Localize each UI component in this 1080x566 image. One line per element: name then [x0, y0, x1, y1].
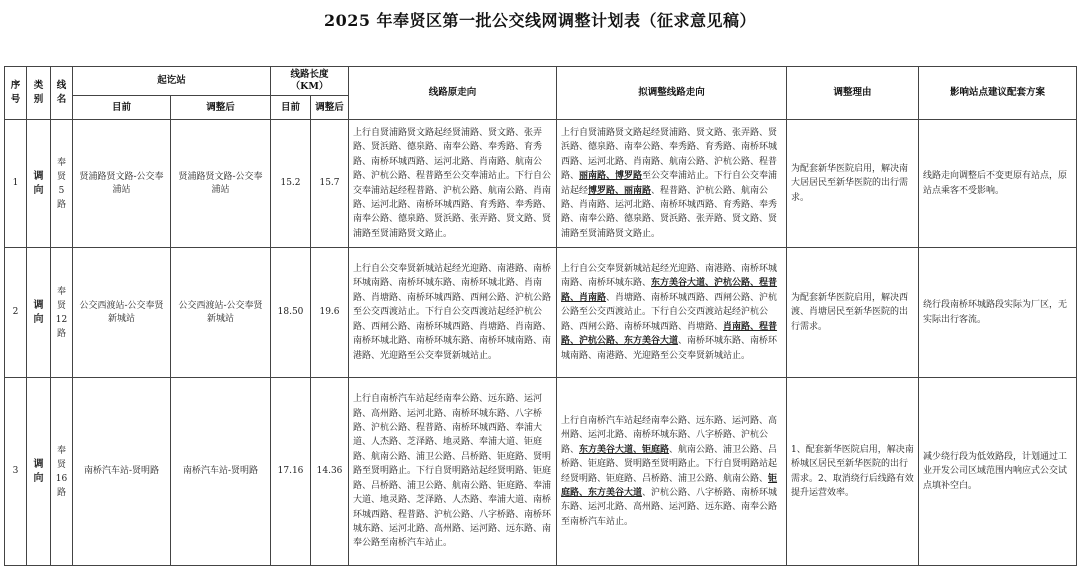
header-type: 类别	[27, 67, 51, 120]
route-text-segment: 至公交奉浦站止。下行自公交奉浦站起经	[561, 171, 778, 196]
header-impact: 影响站点建议配套方案	[919, 67, 1077, 120]
header-station-current: 目前	[73, 96, 171, 120]
row-seq: 2	[5, 248, 27, 378]
row-line: 奉贤16路	[51, 378, 73, 566]
header-length: 线路长度（KM）	[271, 67, 349, 96]
plan-table	[4, 66, 1077, 566]
table-row	[5, 120, 1077, 248]
row-type: 调向	[27, 120, 51, 248]
row-original-route: 上行自南桥汽车站起经南奉公路、远东路、运河路、高州路、运河北路、南桥环城东路、八字桥路、沪杭公路、程普路、南桥环城西路、奉浦大道、人杰路、芝泽路、地灵路、奉浦大道、钜庭路、航南公路、浦卫公路、吕桥路、钜庭路、贤明路至贤明路止。下行自贤明路站起经贤明路、钜庭路、吕桥路、浦卫公路、航南公路、钜庭路、奉浦大道、地灵路、芝泽路、人杰路、奉浦大道、南桥环城西路、程普路、沪杭公路、八字桥路、南桥环城东路、运河北路、高州路、运河路、远东路、南奉公路至南桥汽车站止。	[349, 378, 557, 566]
row-seq: 3	[5, 378, 27, 566]
row-station-adjusted: 南桥汽车站-贤明路	[171, 378, 271, 566]
row-station-current: 贤浦路贤文路-公交奉浦站	[73, 120, 171, 248]
route-text-segment: 、程普路、沪杭公路、航南公路、肖南路、运河北路、南桥环城西路、育秀路、奉秀路、南奉公路、德泉路、贤浜路、张弄路、贤文路、贤浦路至贤浦路贤文路止。	[561, 185, 778, 239]
row-type: 调向	[27, 248, 51, 378]
row-station-adjusted: 公交西渡站-公交奉贤新城站	[171, 248, 271, 378]
page-title: 2025 年奉贤区第一批公交线网调整计划表（征求意见稿）	[323, 11, 757, 30]
changed-road-segment: 博罗路、丽南路	[588, 185, 652, 196]
header-length-current: 目前	[271, 96, 311, 120]
changed-road-segment: 肖南路、程普路、沪杭公路、东方美谷大道	[561, 321, 778, 347]
row-proposed-route	[557, 248, 787, 378]
row-length-adjusted: 19.6	[311, 248, 349, 378]
table-row	[5, 248, 1077, 378]
header-seq: 序号	[5, 67, 27, 120]
route-text-segment: 、沪杭公路、八字桥路、南桥环城东路、运河北路、高州路、运河路、远东路、南奉公路至南桥汽车站止。	[561, 487, 778, 527]
row-station-current: 南桥汽车站-贤明路	[73, 378, 171, 566]
route-text-segment: 、肖塘路、南桥环城西路、西闸公路、沪杭公路至公交西渡站止。下行自公交西渡站起经沪杭公路、西闸公路、南桥环城西路、肖塘路、	[561, 292, 778, 332]
changed-road-segment: 丽南路、博罗路	[579, 171, 643, 182]
header-proposed-route: 拟调整线路走向	[557, 67, 787, 120]
row-length-current: 15.2	[271, 120, 311, 248]
header-reason: 调整理由	[787, 67, 919, 120]
changed-road-segment: 钜庭路、东方美谷大道	[561, 473, 778, 498]
row-impact: 线路走向调整后不变更原有站点，原站点乘客不受影响。	[919, 120, 1077, 248]
row-original-route: 上行自公交奉贤新城站起经光迎路、南港路、南桥环城南路、南桥环城东路、南桥环城北路、肖南路、肖塘路、南桥环城西路、西闸公路、沪杭公路至公交西渡站止。下行自公交西渡站起经沪杭公路、西闸公路、南桥环城西路、肖塘路、肖南路、南桥环城北路、南桥环城东路、南桥环城南路、南港路、光迎路至公交奉贤新城站止。	[349, 248, 557, 378]
table-row	[5, 378, 1077, 566]
row-length-current: 18.50	[271, 248, 311, 378]
row-impact: 减少绕行段为低效路段，计划通过工业开发公司区域范围内响应式公交试点填补空白。	[919, 378, 1077, 566]
route-text-segment: 上行自公交奉贤新城站起经光迎路、南港路、南桥环城南路、南桥环城东路、	[561, 264, 778, 289]
row-length-current: 17.16	[271, 378, 311, 566]
route-text-segment: 、航南公路、浦卫公路、吕桥路、钜庭路、贤明路至贤明路止。下行自贤明路站起经贤明路、钜庭路、吕桥路、浦卫公路、航南公路、	[561, 444, 778, 484]
route-text-segment: 上行自贤浦路贤文路起经贤浦路、贤文路、张弄路、贤浜路、德泉路、南奉公路、奉秀路、育秀路、南桥环城西路、运河北路、肖南路、航南公路、沪杭公路、程普路、	[561, 127, 778, 182]
header-stations: 起讫站	[73, 67, 271, 96]
row-length-adjusted: 15.7	[311, 120, 349, 248]
changed-road-segment: 东方美谷大道、沪杭公路、程普路、肖南路	[561, 278, 778, 303]
header-length-adjusted: 调整后	[311, 96, 349, 120]
row-line: 奉贤12路	[51, 248, 73, 378]
row-reason: 为配套新华医院启用，解决南大居居民至新华医院的出行需求。	[787, 120, 919, 248]
row-station-current: 公交西渡站-公交奉贤新城站	[73, 248, 171, 378]
row-impact: 绕行段南桥环城路段实际为厂区，无实际出行客流。	[919, 248, 1077, 378]
row-proposed-route	[557, 378, 787, 566]
row-station-adjusted: 贤浦路贤文路-公交奉浦站	[171, 120, 271, 248]
route-text-segment: 上行自南桥汽车站起经南奉公路、远东路、运河路、高州路、运河北路、南桥环城东路、八字桥路、沪杭公路、	[561, 415, 778, 455]
row-line: 奉贤5路	[51, 120, 73, 248]
row-original-route: 上行自贤浦路贤文路起经贤浦路、贤文路、张弄路、贤浜路、德泉路、南奉公路、奉秀路、育秀路、南桥环城西路、运河北路、肖南路、航南公路、沪杭公路、程普路至公交奉浦站止。下行自公交奉浦站起经程普路、沪杭公路、航南公路、肖南路、运河北路、南桥环城西路、育秀路、奉秀路、南奉公路、德泉路、贤浜路、张弄路、贤文路、贤浦路至贤浦路贤文路止。	[349, 120, 557, 248]
row-seq: 1	[5, 120, 27, 248]
header-original-route: 线路原走向	[349, 67, 557, 120]
header-station-adjusted: 调整后	[171, 96, 271, 120]
route-text-segment: 、南桥环城东路、南桥环城南路、南港路、光迎路至公交奉贤新城站止。	[561, 336, 778, 361]
changed-road-segment: 东方美谷大道、钜庭路	[579, 444, 670, 455]
row-proposed-route	[557, 120, 787, 248]
row-type: 调向	[27, 378, 51, 566]
header-line: 线名	[51, 67, 73, 120]
row-length-adjusted: 14.36	[311, 378, 349, 566]
row-reason: 为配套新华医院启用，解决西渡、肖塘居民至新华医院的出行需求。	[787, 248, 919, 378]
row-reason: 1、配套新华医院启用，解决南桥城区居民至新华医院的出行需求。2、取消绕行后线路有效提升运营效率。	[787, 378, 919, 566]
